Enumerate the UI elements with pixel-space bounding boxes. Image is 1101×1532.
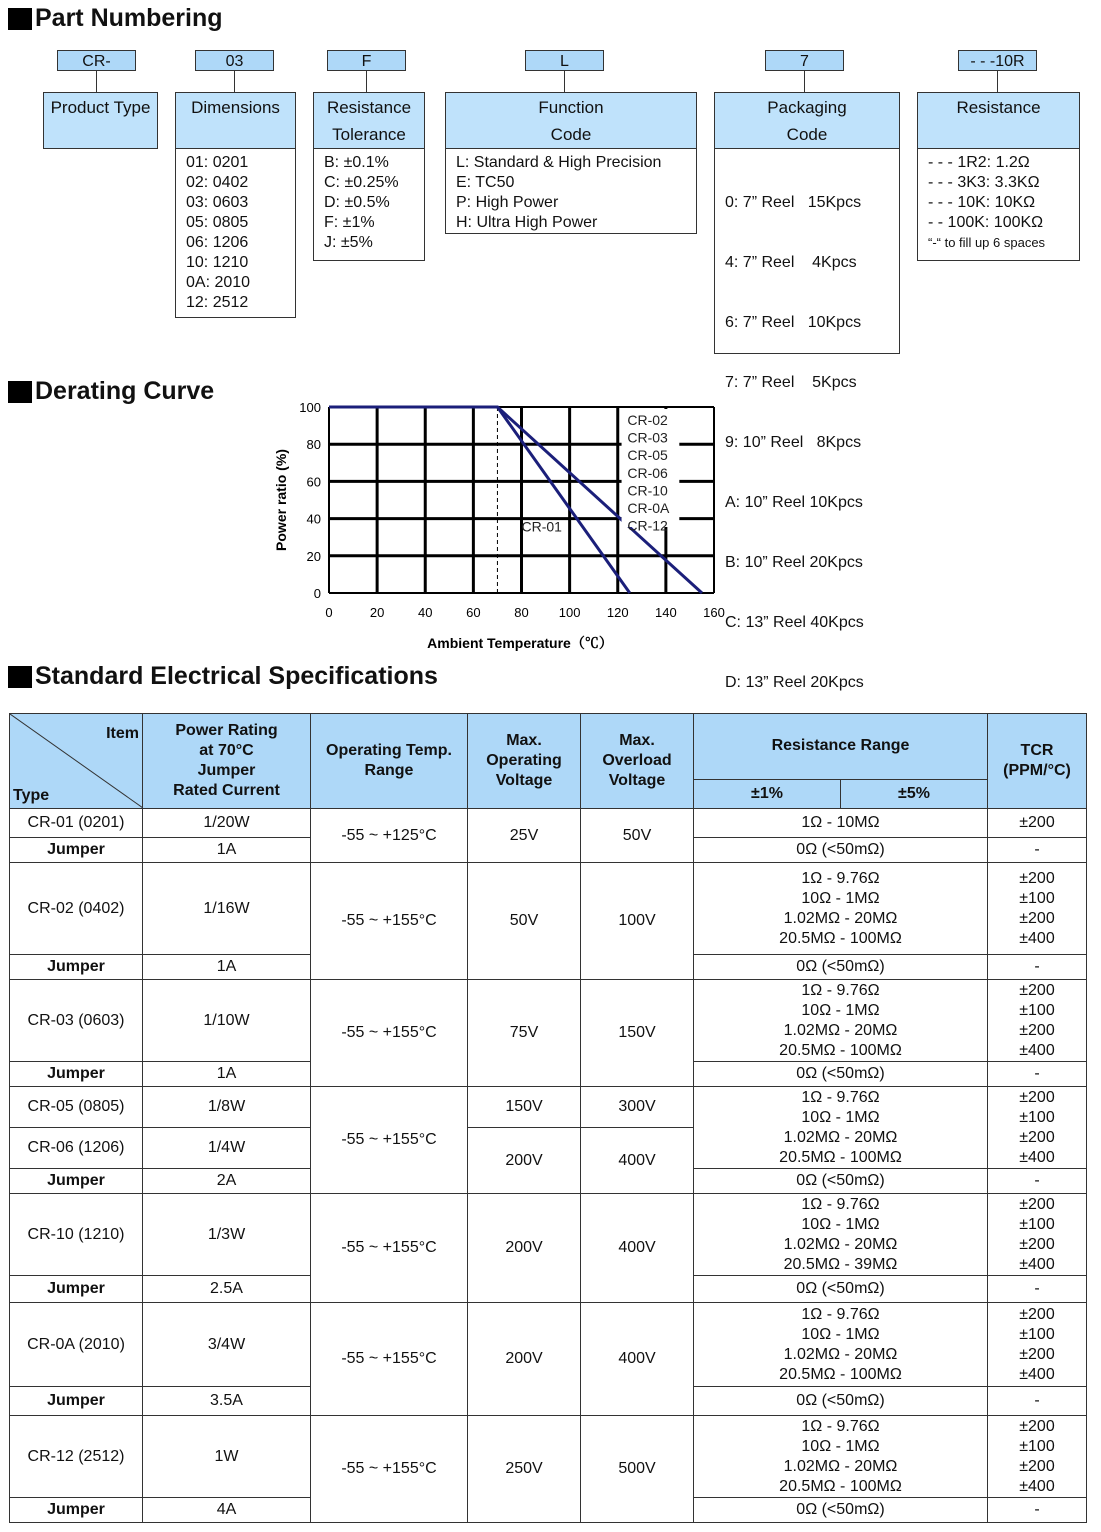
y-tick-label: 60 [306,474,321,490]
list-item: 0A: 2010 [186,274,251,291]
code-box-tolerance: F [327,50,406,71]
list-item: - - - 10K: 10KΩ [928,194,1036,211]
list-item: P: High Power [456,194,559,211]
fill-note: “-“ to fill up 6 spaces [928,235,1046,250]
list-item: 06: 1206 [186,234,249,251]
list-resistance [917,149,1080,261]
y-axis-label: Power ratio (%) [273,449,289,551]
tolerance-5pct-header: ±5% [841,779,988,808]
connector-line [564,71,565,92]
connector-line [234,71,235,92]
list-item: 02: 0402 [186,174,249,191]
x-tick-label: 0 [325,605,333,620]
x-tick-label: 60 [466,605,481,620]
black-square-icon [8,666,32,688]
black-square-icon [8,381,32,403]
connector-line [96,71,97,92]
table-row: CR-03 (0603) 1/10W -55 ~ +155°C 75V 150V 1Ω - 9.76Ω 10Ω - 1MΩ 1.02MΩ - 20MΩ 20.5MΩ - 100MΩ ±200 ±100 ±200 ±400 [10,980,1087,1062]
derating-chart [270,395,740,665]
header-product-type: Product Type [43,92,158,149]
table-row: CR-02 (0402) 1/16W -55 ~ +155°C 50V 100V 1Ω - 9.76Ω 10Ω - 1MΩ 1.02MΩ - 20MΩ 20.5MΩ - 100MΩ ±200 ±100 ±200 ±400 [10,863,1087,955]
list-item: D: 13” Reel 20Kpcs [725,674,864,691]
code-box-function: L [525,50,604,71]
list-item: 7: 7” Reel 5Kpcs [725,374,857,391]
table-row: CR-01 (0201) 1/20W -55 ~ +125°C 25V 50V 1Ω - 10MΩ ±200 [10,809,1087,838]
list-item: C: 13” Reel 40Kpcs [725,614,864,631]
table-row: Jumper 1A 0Ω (<50mΩ) - [10,1062,1087,1087]
list-item: 9: 10” Reel 8Kpcs [725,434,862,451]
x-tick-label: 80 [514,605,529,620]
legend-label: CR-03 [627,429,668,446]
list-item: E: TC50 [456,174,515,191]
list-tolerance [313,149,425,261]
table-row: Jumper 1A 0Ω (<50mΩ) - [10,838,1087,863]
y-tick-label: 40 [306,511,321,527]
legend-label: CR-06 [627,464,668,481]
list-item: - - - 3K3: 3.3KΩ [928,174,1040,191]
black-square-icon [8,8,32,30]
x-axis-label: Ambient Temperature（℃） [427,635,613,651]
list-item: L: Standard & High Precision [456,154,662,171]
legend-label: CR-10 [627,482,668,499]
derating-chart-svg [270,395,740,660]
legend-label: CR-12 [627,517,668,534]
list-item: B: 10” Reel 20Kpcs [725,554,863,571]
x-tick-label: 140 [655,605,677,620]
specs-table [9,713,1087,1523]
y-tick-label: 100 [299,400,321,415]
x-tick-label: 120 [606,605,629,620]
y-tick-label: 80 [306,437,321,453]
header-tolerance: Resistance Tolerance [313,92,425,149]
list-item: 6: 7” Reel 10Kpcs [725,314,862,331]
table-row: CR-06 (1206) 1/4W 200V 400V [10,1128,1087,1169]
list-item: 4: 7” Reel 4Kpcs [725,254,857,271]
list-item: 05: 0805 [186,214,249,231]
x-tick-label: 160 [703,605,725,620]
code-box-resistance: - - -10R [958,50,1037,71]
legend-label: CR-02 [627,412,668,428]
table-row: Jumper 4A 0Ω (<50mΩ) - [10,1498,1087,1523]
x-tick-label: 20 [369,605,385,620]
table-row: Jumper 2A 0Ω (<50mΩ) - [10,1169,1087,1194]
part-numbering-title: Part Numbering [8,4,223,33]
y-tick-label: 20 [306,548,321,564]
derating-curve-title: Derating Curve [8,377,214,406]
list-item: A: 10” Reel 10Kpcs [725,494,863,511]
list-dimensions [175,149,296,318]
item-type-header: Item Type [10,714,143,809]
derating-series-line [329,407,630,593]
max-overload-voltage-header: Max. Overload Voltage [581,714,694,809]
list-item: C: ±0.25% [324,174,399,191]
table-row: CR-10 (1210) 1/3W -55 ~ +155°C 200V 400V 1Ω - 9.76Ω 10Ω - 1MΩ 1.02MΩ - 20MΩ 20.5MΩ - 39MΩ ±200 ±100 ±200 ±400 [10,1194,1087,1276]
x-tick-label: 100 [558,605,581,620]
legend-label: CR-0A [627,500,670,516]
header-function: Function Code [445,92,697,149]
list-item: - - 100K: 100KΩ [928,214,1044,231]
code-box-dimensions: 03 [195,50,274,71]
table-row: CR-05 (0805) 1/8W -55 ~ +155°C 150V 300V 1Ω - 9.76Ω 10Ω - 1MΩ 1.02MΩ - 20MΩ 20.5MΩ - 100MΩ ±200 ±100 ±200 ±400 [10,1087,1087,1128]
power-rating-header: Power Rating at 70°C Jumper Rated Current [143,714,311,809]
list-item: 01: 0201 [186,154,249,171]
resistance-range-header: Resistance Range [694,714,988,780]
code-box-product-type: CR- [57,50,136,71]
connector-line [804,71,805,92]
list-item: F: ±1% [324,214,375,231]
list-function [445,149,697,234]
list-item: - - - 1R2: 1.2Ω [928,154,1030,171]
table-row: Jumper 3.5A 0Ω (<50mΩ) - [10,1387,1087,1416]
header-dimensions: Dimensions [175,92,296,149]
table-row: Jumper 2.5A 0Ω (<50mΩ) - [10,1276,1087,1303]
list-item: D: ±0.5% [324,194,390,211]
list-item: H: Ultra High Power [456,214,598,231]
legend-label: CR-05 [627,447,668,464]
list-item: J: ±5% [324,234,373,251]
list-item: 12: 2512 [186,294,249,311]
curve-label-cr-01: CR-01 [521,518,562,535]
header-packaging: Packaging Code [714,92,900,149]
tolerance-1pct-header: ±1% [694,779,841,808]
table-row: CR-12 (2512) 1W -55 ~ +155°C 250V 500V 1Ω - 9.76Ω 10Ω - 1MΩ 1.02MΩ - 20MΩ 20.5MΩ - 100MΩ ±200 ±100 ±200 ±400 [10,1416,1087,1498]
tcr-header: TCR (PPM/°C) [988,714,1087,809]
operating-temp-header: Operating Temp. Range [311,714,468,809]
table-row: CR-0A (2010) 3/4W -55 ~ +155°C 200V 400V 1Ω - 9.76Ω 10Ω - 1MΩ 1.02MΩ - 20MΩ 20.5MΩ - 100MΩ ±200 ±100 ±200 ±400 [10,1303,1087,1387]
specs-title: Standard Electrical Specifications [8,662,438,691]
max-operating-voltage-header: Max. Operating Voltage [468,714,581,809]
code-box-packaging: 7 [765,50,844,71]
list-item: 03: 0603 [186,194,249,211]
list-item: B: ±0.1% [324,154,389,171]
connector-line [366,71,367,92]
y-tick-label: 0 [313,586,321,601]
connector-line [997,71,998,92]
x-tick-label: 40 [418,605,433,620]
list-item: 10: 1210 [186,254,249,271]
header-resistance: Resistance [917,92,1080,149]
list-item: 0: 7” Reel 15Kpcs [725,194,862,211]
table-row: Jumper 1A 0Ω (<50mΩ) - [10,955,1087,980]
